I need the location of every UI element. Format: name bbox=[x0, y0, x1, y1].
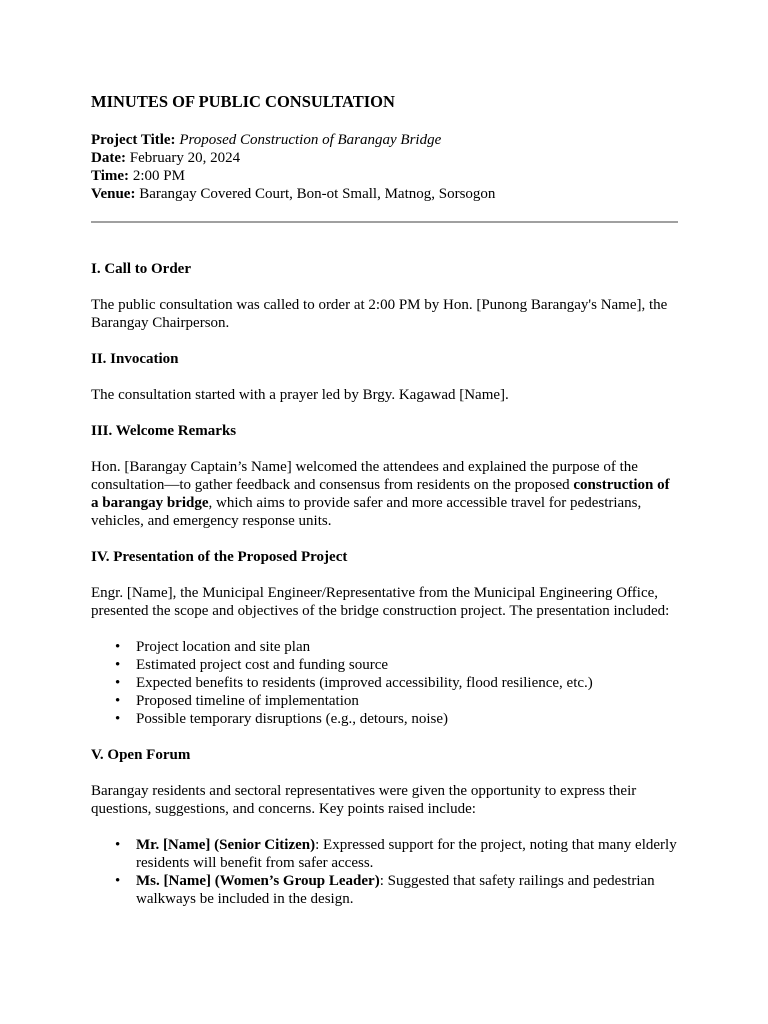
project-title-label: Project Title: bbox=[91, 132, 176, 148]
list-item bbox=[115, 692, 678, 710]
list-item bbox=[115, 674, 678, 692]
heading-open-forum: V. Open Forum bbox=[91, 747, 191, 763]
meta-date bbox=[91, 149, 678, 167]
project-title-value: Proposed Construction of Barangay Bridge bbox=[179, 132, 442, 148]
paragraph-presentation: Engr. [Name], the Municipal Engineer/Representative from the Municipal Engineering Office, presented the scope and objectives of the bridge construction project. The presentation included: bbox=[91, 585, 670, 619]
list-item bbox=[115, 710, 678, 728]
forum-speaker: Ms. [Name] (Women’s Group Leader) bbox=[136, 873, 380, 889]
paragraph-call-to-order: The public consultation was called to order at 2:00 PM by Hon. [Punong Barangay's Name], the Barangay Chairperson. bbox=[91, 297, 668, 331]
list-item-text: Project location and site plan bbox=[136, 639, 311, 655]
meta-project-title bbox=[91, 131, 678, 149]
list-item-text: Estimated project cost and funding source bbox=[136, 657, 389, 673]
venue-label: Venue: bbox=[91, 186, 136, 202]
paragraph-invocation: The consultation started with a prayer led by Brgy. Kagawad [Name]. bbox=[91, 387, 509, 403]
document-meta bbox=[91, 131, 678, 203]
open-forum-bullet-list bbox=[91, 836, 678, 908]
venue-value: Barangay Covered Court, Bon-ot Small, Matnog, Sorsogon bbox=[139, 186, 496, 202]
meta-venue bbox=[91, 185, 678, 203]
bullet-icon: • bbox=[115, 693, 121, 709]
heading-welcome-remarks: III. Welcome Remarks bbox=[91, 423, 237, 439]
list-item bbox=[115, 656, 678, 674]
time-value: 2:00 PM bbox=[132, 168, 185, 184]
bullet-icon: • bbox=[115, 711, 121, 727]
heading-call-to-order: I. Call to Order bbox=[91, 261, 191, 277]
list-item bbox=[115, 638, 678, 656]
document-title: MINUTES OF PUBLIC CONSULTATION bbox=[91, 92, 395, 111]
heading-presentation: IV. Presentation of the Proposed Project bbox=[91, 549, 348, 565]
forum-comment: : Suggested that safety railings and pedestrian walkways be included in the design. bbox=[136, 873, 655, 907]
horizontal-divider bbox=[91, 221, 678, 223]
welcome-text-after: , which aims to provide safer and more accessible travel for pedestrians, vehicles, and emergency response units. bbox=[91, 495, 642, 529]
list-item-text: Proposed timeline of implementation bbox=[136, 693, 359, 709]
paragraph-welcome-remarks bbox=[91, 458, 678, 530]
list-item bbox=[115, 836, 678, 872]
meta-time bbox=[91, 167, 678, 185]
forum-speaker: Mr. [Name] (Senior Citizen) bbox=[136, 837, 316, 853]
presentation-bullet-list bbox=[91, 638, 678, 728]
bullet-icon: • bbox=[115, 675, 121, 691]
list-item-text: Expected benefits to residents (improved accessibility, flood resilience, etc.) bbox=[136, 675, 593, 691]
time-label: Time: bbox=[91, 168, 130, 184]
forum-comment: : Expressed support for the project, noting that many elderly residents will benefit from safer access. bbox=[136, 837, 677, 871]
paragraph-open-forum: Barangay residents and sectoral representatives were given the opportunity to express their questions, suggestions, and concerns. Key points raised include: bbox=[91, 783, 637, 817]
bullet-icon: • bbox=[115, 657, 121, 673]
welcome-text-bold: construction of a barangay bridge bbox=[91, 477, 670, 511]
welcome-text-before: Hon. [Barangay Captain’s Name] welcomed the attendees and explained the purpose of the consultation—to gather feedback and consensus from residents on the proposed bbox=[91, 459, 638, 493]
bullet-icon: • bbox=[115, 837, 121, 853]
list-item bbox=[115, 872, 678, 908]
date-value: February 20, 2024 bbox=[129, 150, 241, 166]
bullet-icon: • bbox=[115, 873, 121, 889]
heading-invocation: II. Invocation bbox=[91, 351, 179, 367]
list-item-text: Possible temporary disruptions (e.g., detours, noise) bbox=[136, 711, 449, 727]
date-label: Date: bbox=[91, 150, 126, 166]
bullet-icon: • bbox=[115, 639, 121, 655]
